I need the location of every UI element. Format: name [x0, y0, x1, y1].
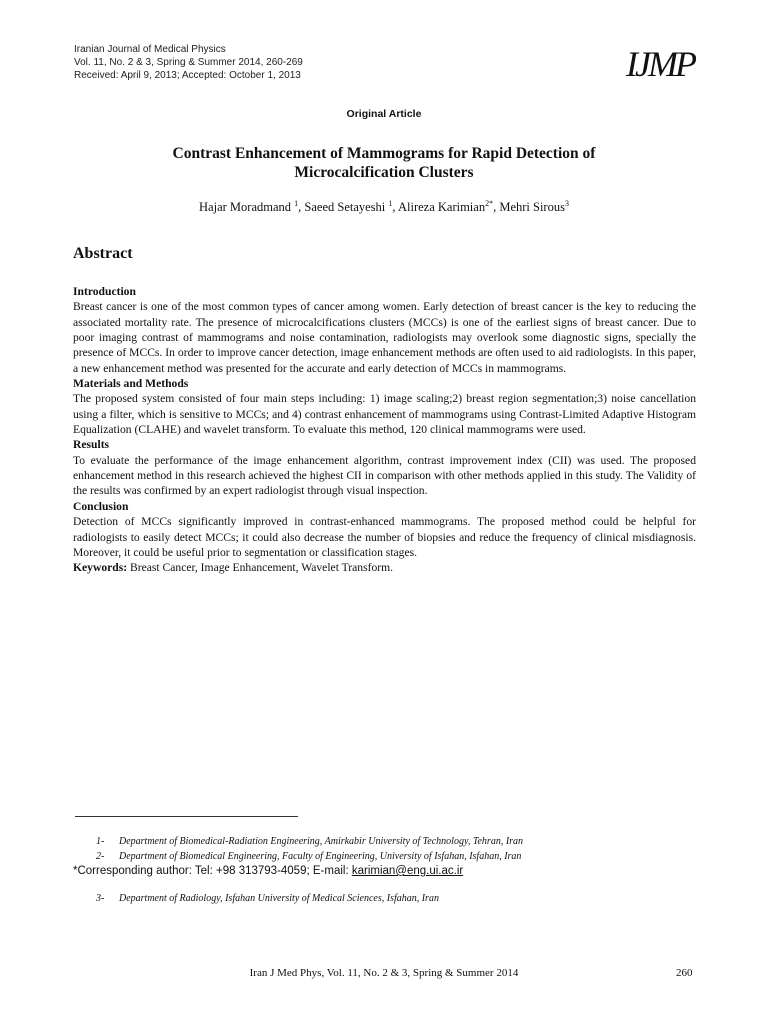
- author-affiliation: 1: [388, 199, 393, 208]
- title-line-2: Microcalcification Clusters: [294, 164, 474, 181]
- journal-header: [74, 43, 303, 82]
- footnote-number: 1-: [96, 836, 105, 847]
- keywords: [73, 560, 696, 575]
- email-link[interactable]: karimian@eng.ui.ac.ir: [351, 865, 464, 877]
- footnote-1: [73, 834, 713, 849]
- abstract-heading: Abstract: [73, 245, 133, 262]
- author-name: Mehri Sirous: [499, 200, 565, 215]
- keywords-label: Keywords:: [73, 561, 128, 575]
- author-name: Hajar Moradmand: [199, 200, 295, 215]
- footnote-3: [73, 891, 713, 906]
- author-affiliation: 3: [564, 199, 569, 208]
- page-number: 260: [676, 967, 693, 979]
- author-name: Saeed Setayeshi: [304, 200, 389, 215]
- introduction-heading: Introduction: [73, 285, 136, 298]
- methods-heading: Materials and Methods: [73, 377, 189, 391]
- conclusion-heading: Conclusion: [73, 499, 129, 513]
- conclusion-text: Detection of MCCs significantly improved in contrast-enhanced mammograms. The proposed method could be helpful for radiologists to easily detect MCCs; it could also decrease the number of biopsies and reduce the frequency of clinical misdiagnosis. Moreover, it could be useful prior to segmentation or classification stages.: [73, 515, 696, 559]
- footnote-text: Department of Biomedical-Radiation Engineering, Amirkabir University of Technology, Tehran, Iran: [119, 836, 524, 847]
- author-name: Alireza Karimian: [397, 200, 486, 215]
- author-affiliation: 1: [294, 199, 299, 208]
- author-list: Hajar Moradmand $^1$, Saeed Setayeshi $^1$, Alireza Karimian$^{2*}$, Mehri Sirous$^3$: [199, 199, 569, 215]
- results-text: To evaluate the performance of the image enhancement algorithm, contrast improvement index (CII) was used. The proposed enhancement method in this research achieved the highest CII in comparison with other methods applied in this study. The Validity of the results was confirmed by an expert radiologist through visual inspection.: [73, 453, 696, 498]
- footnotes: [73, 834, 713, 906]
- corresponding-author-text: *Corresponding author: Tel: +98 313793-4059; E-mail:: [73, 865, 352, 877]
- page-footer: Iran J Med Phys, Vol. 11, No. 2 & 3, Spring & Summer 2014: [249, 967, 519, 979]
- footnote-number: 2-: [96, 851, 105, 862]
- abstract-body: [73, 284, 696, 576]
- author-affiliation: 2*: [485, 199, 494, 208]
- footnote-text: Department of Radiology, Isfahan University of Medical Sciences, Isfahan, Iran: [119, 893, 439, 904]
- article-type: Original Article: [346, 108, 422, 120]
- journal-dates: Received: April 9, 2013; Accepted: October 1, 2013: [74, 70, 301, 81]
- journal-volume: Vol. 11, No. 2 & 3, Spring & Summer 2014, 260-269: [74, 57, 303, 68]
- footnote-divider: [75, 816, 298, 817]
- corresponding-author: [73, 864, 713, 878]
- journal-logo: IJMP: [626, 44, 694, 84]
- footnote-number: 3-: [96, 893, 105, 904]
- results-heading: Results: [73, 438, 110, 452]
- footnote-text: Department of Biomedical Engineering, Faculty of Engineering, University of Isfahan, Isfahan, Iran: [119, 851, 522, 862]
- introduction-text: Breast cancer is one of the most common types of cancer among women. Early detection of breast cancer is the key to reducing the associated mortality rate. The presence of microcalcifications clusters (MCCs) is one of the earliest signs of breast cancer. Due to poor imaging contrast of mammograms and noise contamination, radiologists may overlook some diagnostic signs, specially the presence of MCCs. In order to improve cancer detection, image enhancement methods are often used to aid radiologists. In this paper, a new enhancement method was presented for the accurate and early detection of MCCs in mammograms.: [73, 300, 696, 375]
- journal-name: Iranian Journal of Medical Physics: [74, 44, 226, 55]
- footnote-2: [73, 849, 713, 864]
- methods-text: The proposed system consisted of four main steps including: 1) image scaling;2) breast region segmentation;3) noise cancellation using a filter, which is sensitive to MCCs; and 4) contrast enhancement of mammograms using Contrast-Limited Adaptive Histogram Equalization (CLAHE) and wavelet transform. To evaluate this method, 120 clinical mammograms were used.: [73, 392, 696, 437]
- title-line-1: Contrast Enhancement of Mammograms for Rapid Detection of: [172, 145, 596, 162]
- keywords-text: Breast Cancer, Image Enhancement, Wavelet Transform.: [127, 561, 394, 575]
- article-title: [100, 144, 668, 182]
